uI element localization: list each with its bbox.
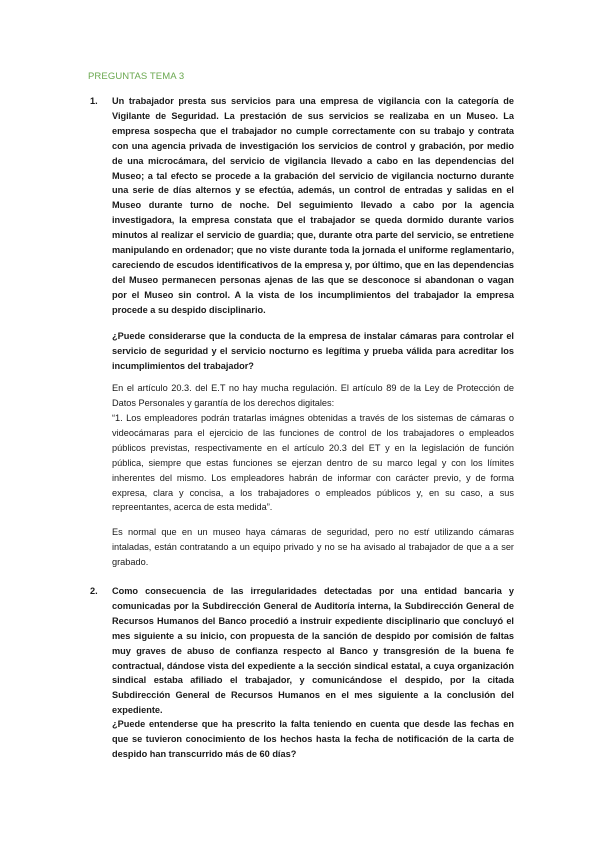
question-1-question: ¿Puede considerarse que la conducta de la empresa de instalar cámaras para controlar el servicio de seguridad y el servicio nocturno es legítima y prueba válida para acreditar los incumplimientos del trabajador?: [112, 331, 514, 371]
page-title: PREGUNTAS TEMA 3: [88, 71, 185, 82]
answer-1-intro: En el artículo 20.3. del E.T no hay mucha regulación. El artículo 89 de la Ley de Protección de Datos Personales y garantía de los derechos digitales:: [112, 383, 514, 408]
answer-1-conclusion: Es normal que en un museo haya cámaras de seguridad, pero no estŕ utilizando cámaras intaladas, están contratando a un equipo privado y no se ha avisado al trabajador de que a a ser grabado.: [112, 527, 514, 567]
question-1-number: 1.: [90, 96, 98, 106]
question-2-statement: Como consecuencia de las irregularidades detectadas por una entidad bancaria y comunicadas por la Subdirección General de Auditoría interna, la Subdirección General de Recursos Humanos del Banco procedió a instruir expediente disciplinario que concluyó el mes siguiente a su inicio, con propuesta de la sanción de despido por comisión de faltas muy graves de abuso de confianza respecto al Banco y transgresión de la buena fe contractual, dándose vista del expediente a la sección sindical estatal, a cuya organización sindical estaba afiliado el trabajador, y comunicándose el despido, por la citada Subdirección General de Recursos Humanos en el mes siguiente a la conclusión del expediente.: [112, 586, 514, 716]
question-1-statement: Un trabajador presta sus servicios para una empresa de vigilancia con la categoría de Vigilante de Seguridad. La prestación de sus servicios se realizaba en un Museo. La empresa sospecha que el trabajador no cumple correctamente con su trabajo y contrata con una agencia privada de investigación los servicios de control y grabación, por medio de una microcámara, del servicio de vigilancia llevado a cabo en las dependencias del Museo; a tal efecto se procede a la grabación del servicio de vigilancia nocturno durante una serie de días alternos y se efectúa, además, un control de entradas y salidas en el Museo durante turno de noche. Del seguimiento llevado a cabo por la agencia investigadora, la empresa constata que el trabajador se queda dormido durante varios minutos al realizar el servicio de guardia; que, durante otra parte del servicio, se entretiene manipulando en ordenador; que no viste durante toda la jornada el uniforme reglamentario, careciendo de escudos identificativos de la empresa y, por último, que en las dependencias del Museo permanecen personas ajenas de las que se desconoce si abandonan o vagan por el Museo sin control. A la vista de los incumplimientos del trabajador la empresa procede a su despido disciplinario.: [112, 96, 514, 315]
question-2-question: ¿Puede entenderse que ha prescrito la falta teniendo en cuenta que desde las fechas en que se tuvieron conocimiento de los hechos hasta la fecha de notificación de la carta de despido han transcurrido más de 60 días?: [112, 719, 514, 759]
question-2-number: 2.: [90, 586, 98, 596]
answer-1-quote: “1. Los empleadores podrán tratarlas imágnes obtenidas a través de los sistemas de cámaras o videocámaras para el ejercicio de las funciones de control de los trabajadores o empleados públicos previstas, respectivamente en el artículo 20.3 del ET y en la legislación de función pública, siempre que estas funciones se ejerzan dentro de su marco legal y con los límites inherentes del mismo. Los empleadores habrán de informar con carácter previo, y de forma expresa, clara y concisa, a los trabajadores o empleados públicos y, en su caso, a sus repreentantes, acerca de esta medida”.: [112, 413, 514, 513]
